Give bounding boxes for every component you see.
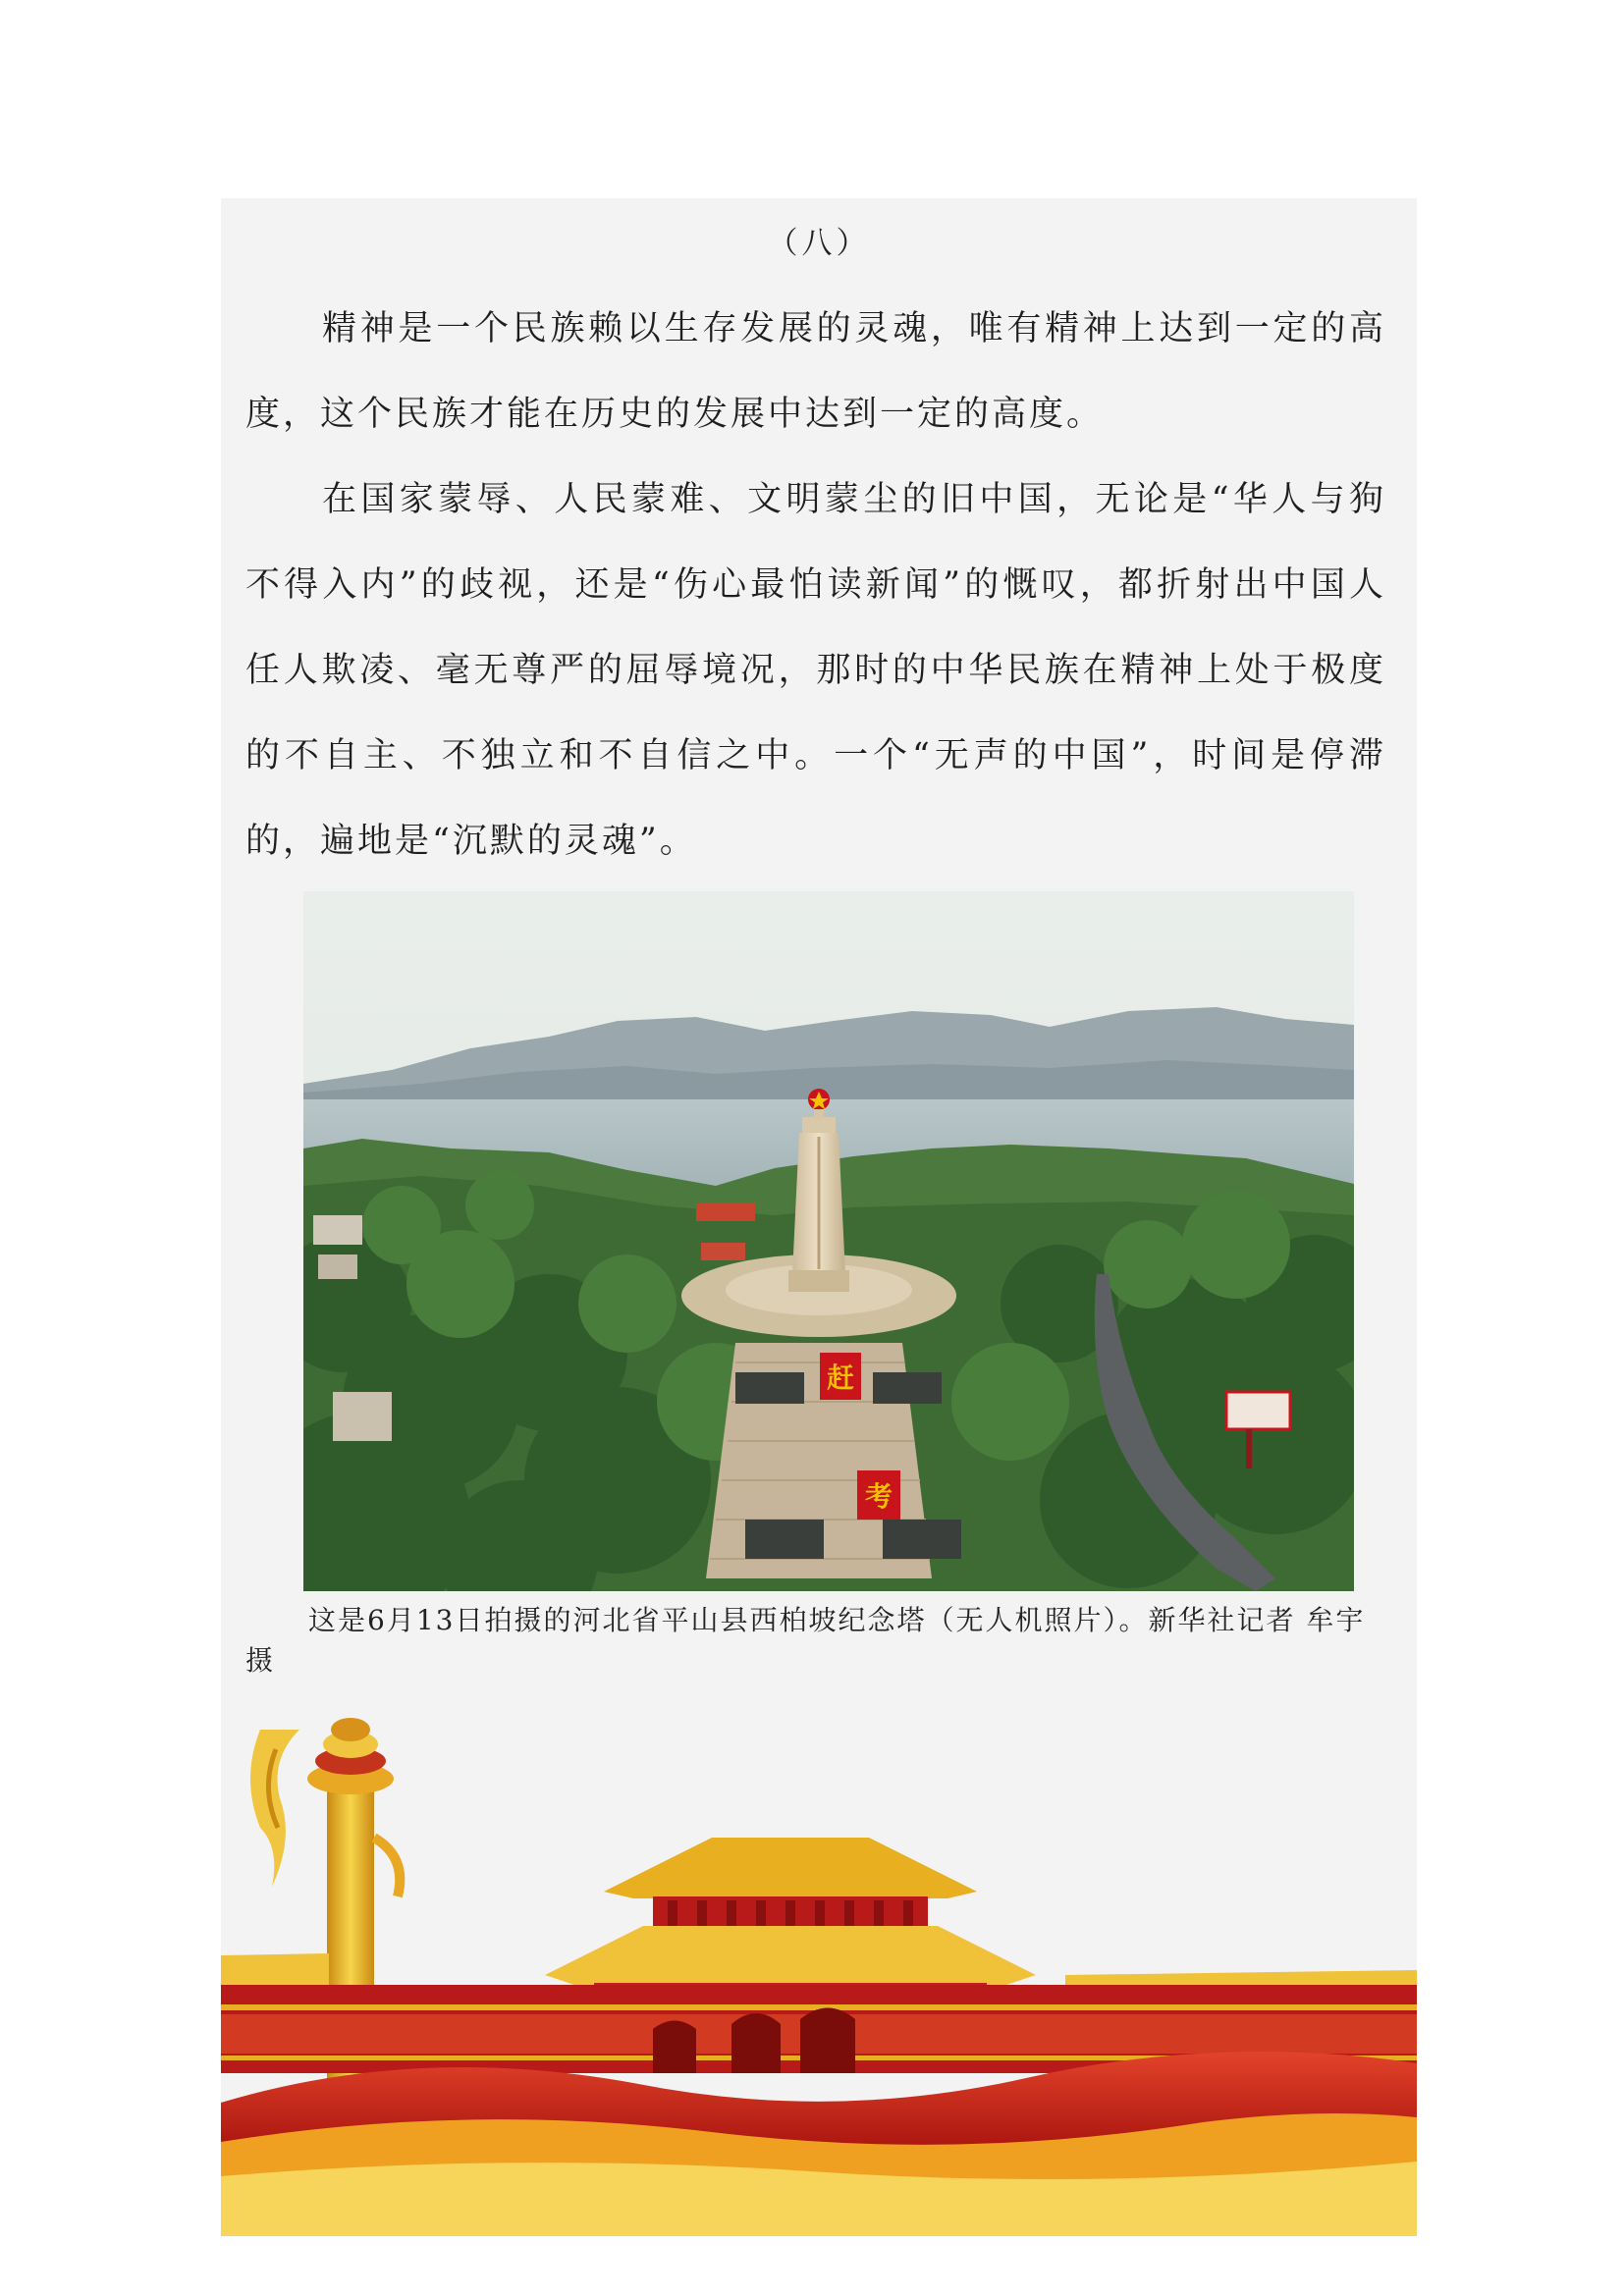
section-number: （八） xyxy=(767,226,871,261)
tiananmen-decoration xyxy=(221,1690,1417,2236)
banner-bottom-text: 考 xyxy=(864,1480,893,1513)
photo-caption: 这是6月13日拍摄的河北省平山县西柏坡纪念塔（无人机照片）。新华社记者 牟宇 摄 xyxy=(245,1604,1366,1677)
memorial-tower-photo xyxy=(303,891,1354,1591)
document-page xyxy=(221,198,1417,2236)
banner-top-text: 赶 xyxy=(826,1362,855,1394)
paragraph-1: 精神是一个民族赖以生存发展的灵魂，唯有精神上达到一定的高度，这个民族才能在历史的发展中达到一定的高度。 xyxy=(245,309,1386,434)
paragraph-2: 在国家蒙辱、人民蒙难、文明蒙尘的旧中国，无论是“华人与狗不得入内”的歧视，还是“伤心最怕读新闻”的慨叹，都折射出中国人任人欺凌、毫无尊严的屈辱境况，那时的中华民族在精神上处于极度的不自主、不独立和不自信之中。一个“无声的中国”，时间是停滞的，遍地是“沉默的灵魂”。 xyxy=(245,480,1386,861)
